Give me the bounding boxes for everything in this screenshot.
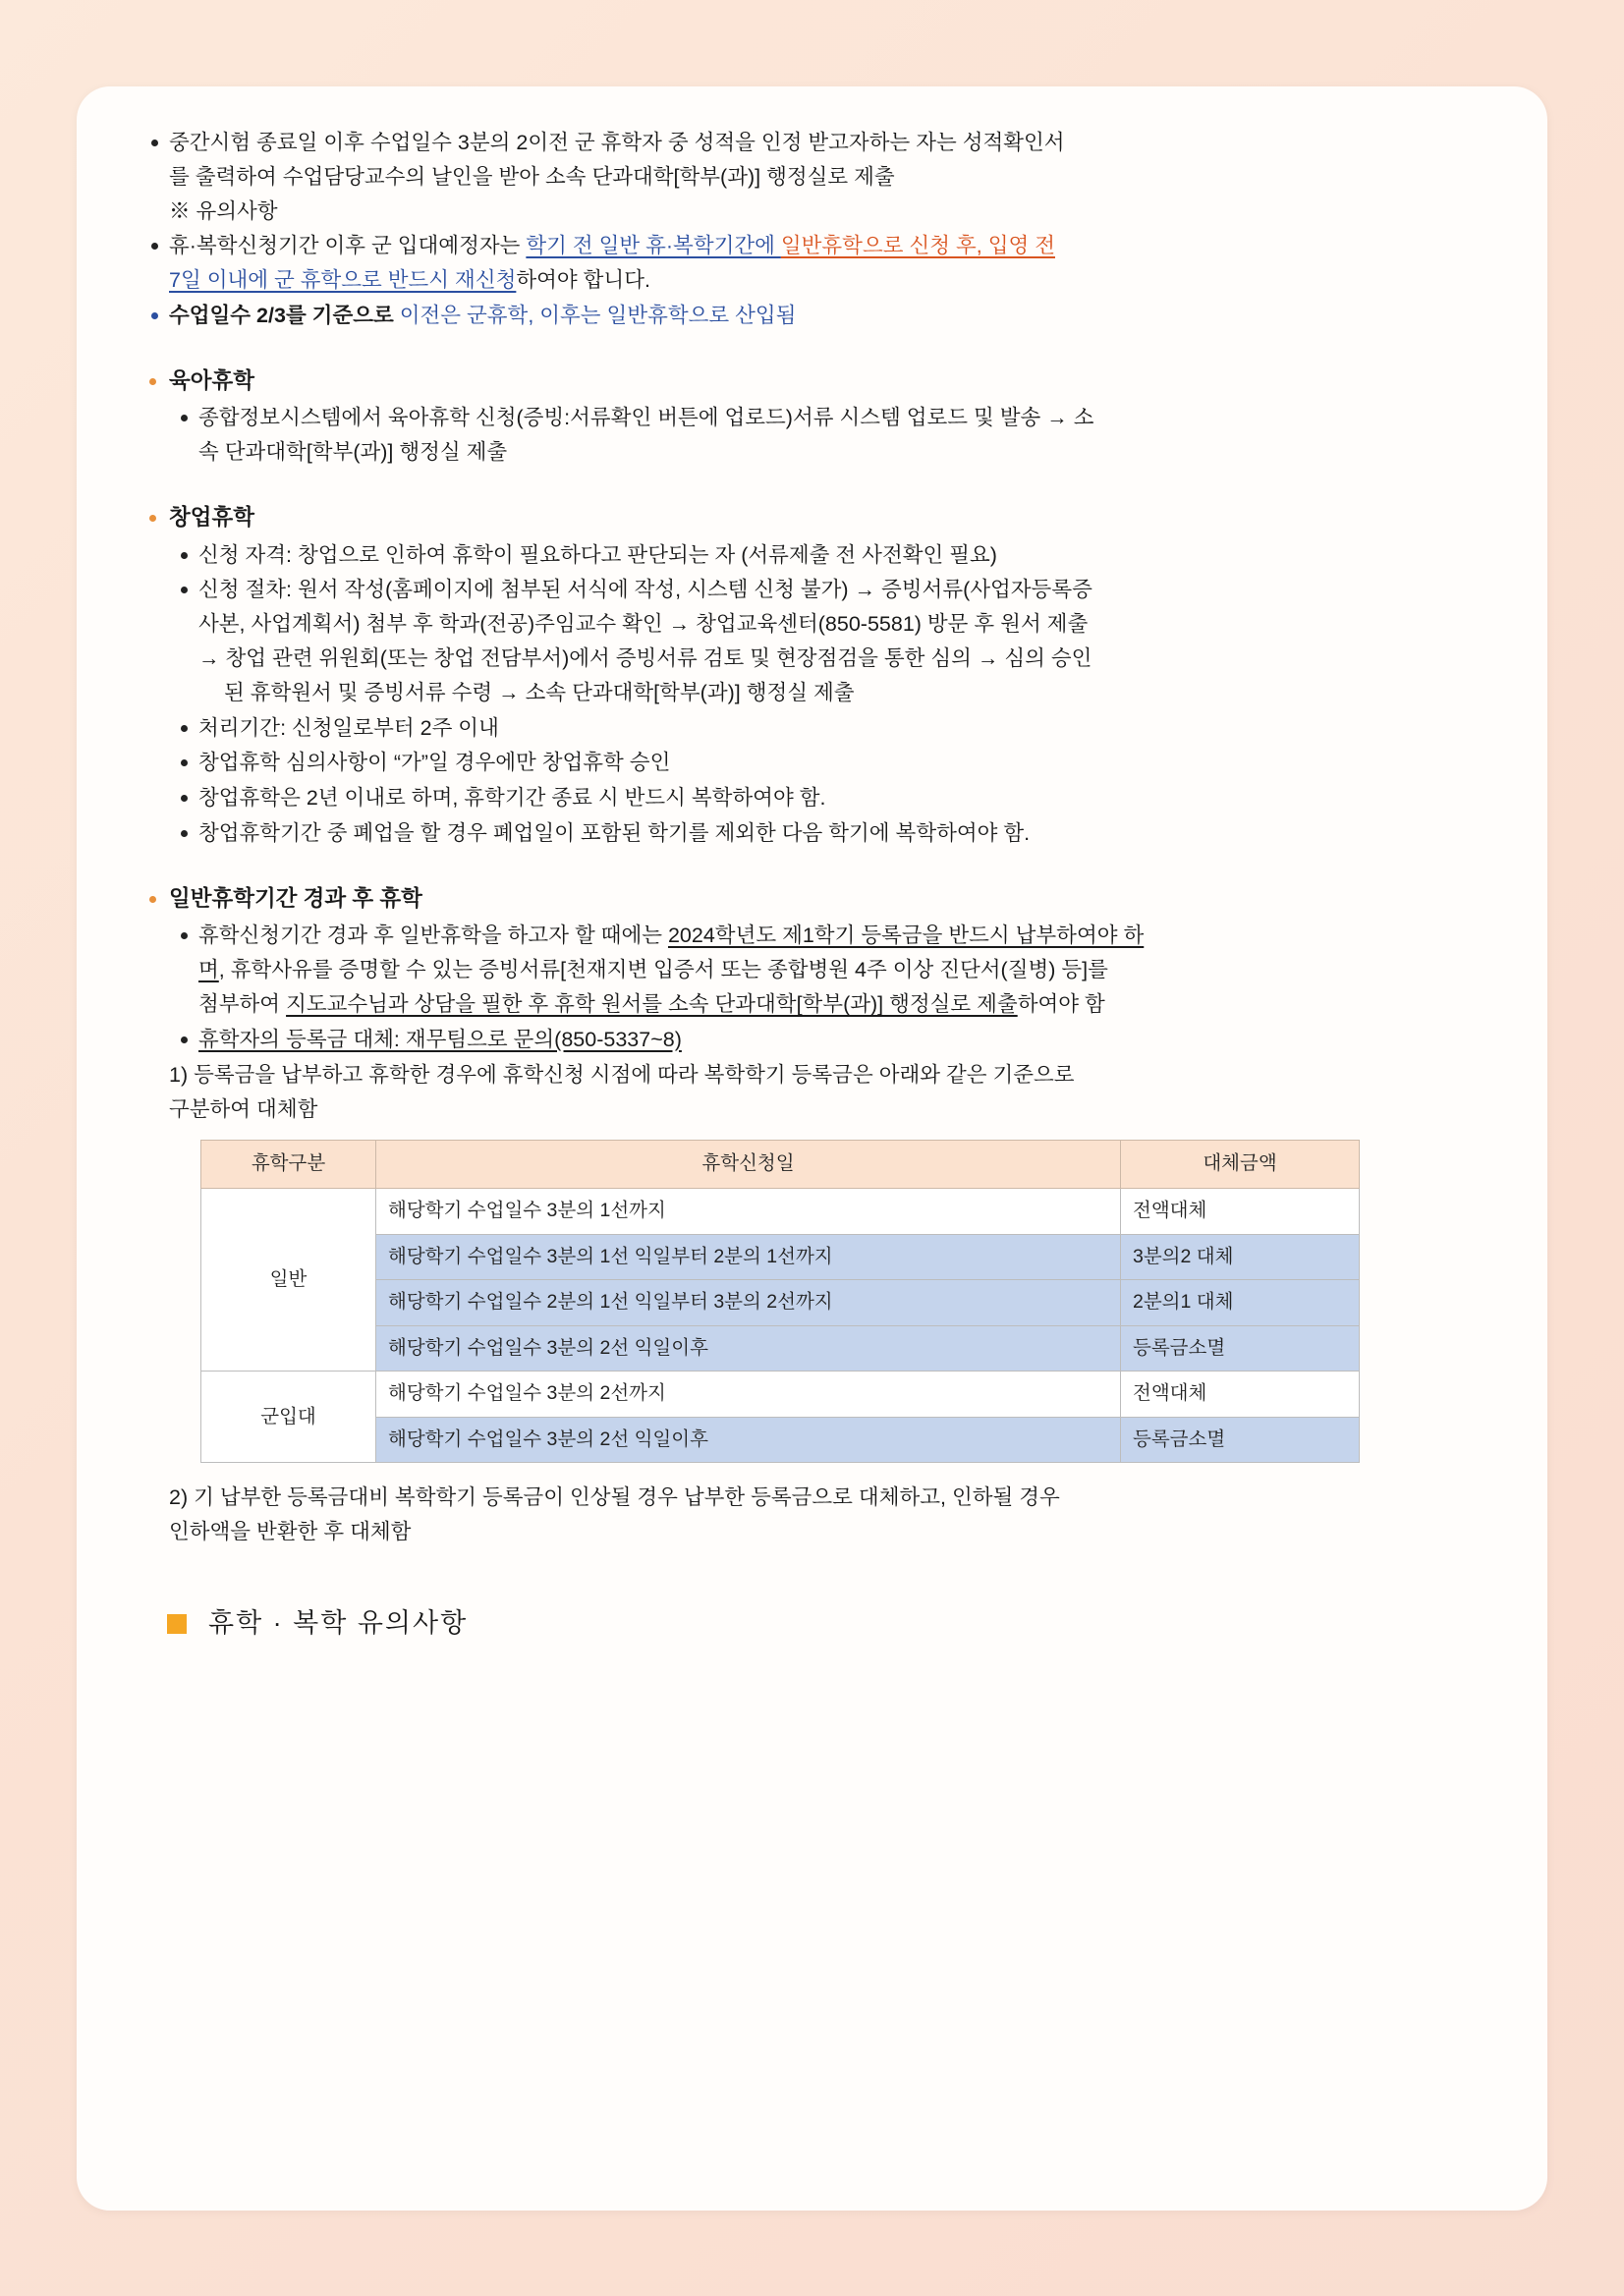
- table-cell-amount: 전액대체: [1121, 1372, 1360, 1418]
- after-period-num1-line1: 1) 등록금을 납부하고 휴학한 경우에 휴학신청 시점에 따라 복학학기 등록금은 아래와 같은 기준으로: [169, 1062, 1075, 1087]
- list-item: [165, 919, 1488, 1021]
- table-cell-amount: 등록금소멸: [1121, 1417, 1360, 1463]
- orange-square-icon: [167, 1614, 187, 1634]
- section-title-text: 육아휴학: [169, 367, 254, 393]
- startup-approval: 창업휴학 심의사항이 “가”일 경우에만 창업휴학 승인: [198, 751, 671, 775]
- list-item: [136, 229, 1488, 298]
- after-period-p1-underline1: 2024학년도 제1학기 등록금을 반드시 납부하여야 하: [667, 924, 1145, 948]
- numbered-item-2: [169, 1481, 1488, 1549]
- section-after-period-title: [136, 881, 1488, 917]
- section-title-text: 창업휴학: [169, 505, 254, 531]
- after-period-p2: [198, 1023, 1488, 1057]
- tuition-substitution-table: [200, 1140, 1360, 1463]
- table-group-label: 일반: [201, 1188, 376, 1371]
- intro-item2-line1: [169, 229, 1488, 263]
- list-item: [136, 126, 1488, 228]
- startup-period: 처리기간: 신청일로부터 2주 이내: [198, 715, 499, 740]
- after-period-num2-line2: 인하액을 반환한 후 대체함: [169, 1520, 412, 1544]
- startup-closure: 창업휴학기간 중 폐업을 할 경우 폐업일이 포함된 학기를 제외한 다음 학기에 복학하여야 함.: [198, 821, 1031, 846]
- intro-item3-bold: 수업일수 2/3를 기준으로: [169, 304, 400, 328]
- after-period-num2-line1: 2) 기 납부한 등록금대비 복학학기 등록금이 인상될 경우 납부한 등록금으로 대체하고, 인하될 경우: [169, 1485, 1060, 1510]
- startup-duration: 창업휴학은 2년 이내로 하며, 휴학기간 종료 시 반드시 복학하여야 함.: [198, 786, 826, 811]
- numbered-item-1: [169, 1058, 1488, 1127]
- table-cell-date: 해당학기 수업일수 3분의 2선 익일이후: [376, 1325, 1121, 1372]
- intro-item2-underline1: 학기 전 일반 휴·복학기간에: [526, 234, 781, 258]
- table-header-row: [201, 1141, 1360, 1189]
- list-item: [165, 538, 1488, 573]
- list-item: [136, 299, 1488, 333]
- table-cell-amount: 3분의2 대체: [1121, 1234, 1360, 1280]
- after-period-p1-tailpre: 첨부하여: [198, 992, 287, 1017]
- table-cell-amount: 2분의1 대체: [1121, 1280, 1360, 1326]
- startup-qualification: 신청 자격: 창업으로 인하여 휴학이 필요하다고 판단되는 자 (서류제출 전 사전확인 필요): [198, 542, 997, 567]
- table-row: [201, 1372, 1360, 1418]
- footer-heading: [167, 1602, 1488, 1646]
- table-cell-amount: 전액대체: [1121, 1188, 1360, 1234]
- list-item: [165, 781, 1488, 815]
- intro-item2-line2: [169, 263, 1488, 298]
- intro-item1-line1: 중간시험 종료일 이후 수업일수 3분의 2이전 군 휴학자 중 성적을 인정 받고자하는 자는 성적확인서: [169, 131, 1065, 154]
- table-group-label: 군입대: [201, 1372, 376, 1463]
- startup-procedure-line2: 사본, 사업계획서) 첨부 후 학과(전공)주임교수 확인 → 창업교육센터(850-5581) 방문 후 원서 제출: [198, 612, 1089, 637]
- table-cell-date: 해당학기 수업일수 3분의 1선까지: [376, 1188, 1121, 1234]
- footer-heading-text: 휴학 · 복학 유의사항: [208, 1608, 469, 1639]
- document-page: [77, 86, 1547, 2211]
- intro-item3: [169, 299, 1488, 333]
- list-item: [165, 746, 1488, 780]
- after-period-p1-pre: 휴학신청기간 경과 후 일반휴학을 하고자 할 때에는: [198, 924, 668, 948]
- intro-item2-underline2: 일반휴학으로 신청 후, 입영 전: [780, 234, 1055, 258]
- after-period-p1-tail: 하여야 함: [1017, 992, 1105, 1017]
- intro-item2-pre: 휴·복학신청기간 이후 군 입대예정자는: [169, 234, 527, 258]
- table-cell-date: 해당학기 수업일수 3분의 2선 익일이후: [376, 1417, 1121, 1463]
- section-startup-title: [136, 500, 1488, 535]
- table-header-cell: 대체금액: [1121, 1141, 1360, 1189]
- section-childcare-title: [136, 364, 1488, 399]
- intro-item2-underline3: 7일 이내에 군 휴학으로 반드시 재신청: [169, 268, 517, 293]
- startup-procedure-line3: → 창업 관련 위원회(또는 창업 전담부서)에서 증빙서류 검토 및 현장점검을 통한 심의 → 심의 승인: [198, 645, 1092, 670]
- childcare-line1: 종합정보시스템에서 육아휴학 신청(증빙:서류확인 버튼에 업로드)서류 시스템 업로드 및 발송 → 소: [198, 406, 1094, 430]
- after-period-p1-line1: [198, 919, 1488, 953]
- section-title-text: 일반휴학기간 경과 후 휴학: [169, 885, 422, 911]
- after-period-p2-underline: 휴학자의 등록금 대체: 재무팀으로 문의(850-5337~8): [198, 1027, 682, 1051]
- table-row: [201, 1188, 1360, 1234]
- table-cell-date: 해당학기 수업일수 3분의 1선 익일부터 2분의 1선까지: [376, 1234, 1121, 1280]
- list-item: [165, 573, 1488, 709]
- after-period-p1-line2: [198, 953, 1488, 987]
- list-item: [165, 711, 1488, 746]
- childcare-line2: 속 단과대학[학부(과)] 행정실 제출: [198, 440, 508, 465]
- table-cell-date: 해당학기 수업일수 3분의 2선까지: [376, 1372, 1121, 1418]
- intro-item1-line2: 를 출력하여 수업담당교수의 날인을 받아 소속 단과대학[학부(과)] 행정실로 제출: [169, 164, 895, 189]
- startup-procedure-line1: 신청 절차: 원서 작성(홈페이지에 첨부된 서식에 작성, 시스템 신청 불가) → 증빙서류(사업자등록증: [198, 578, 1092, 602]
- table-header-cell: 휴학신청일: [376, 1141, 1121, 1189]
- after-period-p1-underline3: 지도교수님과 상담을 필한 후 휴학 원서를 소속 단과대학[학부(과)] 행정실로 제출: [286, 992, 1018, 1017]
- list-item: [165, 401, 1488, 470]
- document-content: [136, 126, 1488, 1646]
- startup-procedure-line4: 된 휴학원서 및 증빙서류 수령 → 소속 단과대학[학부(과)] 행정실 제출: [224, 680, 855, 704]
- intro-item1-note: ※ 유의사항: [169, 198, 278, 223]
- after-period-p1-line3: [198, 987, 1488, 1022]
- intro-item3-blue: 이전은 군휴학, 이후는 일반휴학으로 산입됨: [399, 304, 797, 328]
- after-period-p1-underline2: 며: [198, 958, 219, 982]
- list-item: [165, 816, 1488, 851]
- after-period-num1-line2: 구분하여 대체함: [169, 1096, 318, 1121]
- table-cell-date: 해당학기 수업일수 2분의 1선 익일부터 3분의 2선까지: [376, 1280, 1121, 1326]
- intro-item2-tail: 하여야 합니다.: [516, 268, 650, 293]
- after-period-p1-mid: , 휴학사유를 증명할 수 있는 증빙서류[천재지변 입증서 또는 종합병원 4주 이상 진단서(질병) 등]를: [218, 958, 1108, 982]
- list-item: [165, 1023, 1488, 1057]
- table-cell-amount: 등록금소멸: [1121, 1325, 1360, 1372]
- table-header-cell: 휴학구분: [201, 1141, 376, 1189]
